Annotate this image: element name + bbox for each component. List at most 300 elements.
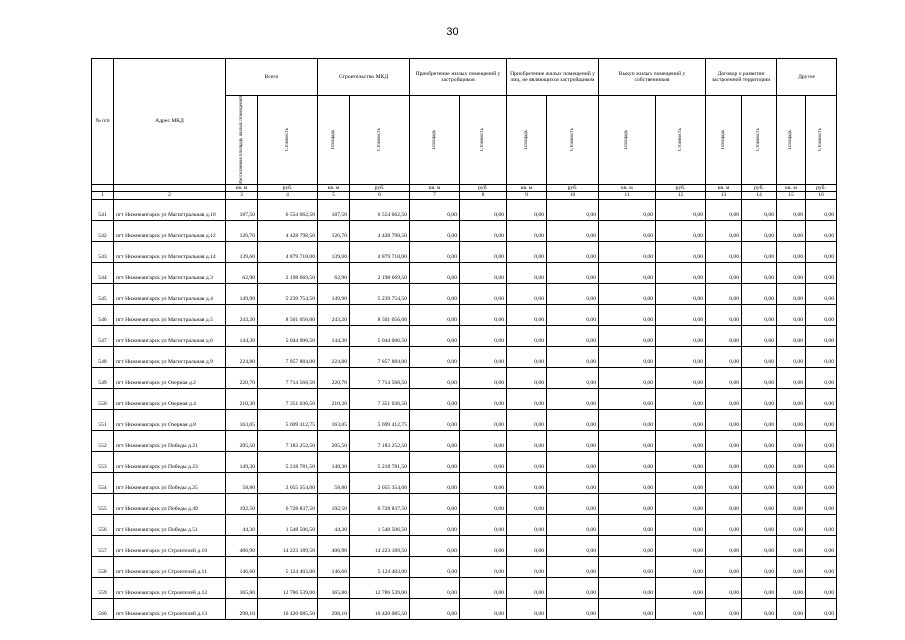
- header-cost: Стоимость: [376, 128, 382, 152]
- table-row: [92, 493, 837, 514]
- column-number-cell: 3: [226, 192, 258, 200]
- row-total-cost: 5 044 006,50: [258, 325, 318, 346]
- row-construction-cost: 8 501 056,00: [350, 304, 410, 325]
- row-zero-value: 0,00: [806, 598, 837, 619]
- row-zero-value: 0,00: [742, 577, 777, 598]
- row-zero-value: 0,00: [507, 220, 547, 241]
- row-zero-value: 0,00: [507, 304, 547, 325]
- row-construction-cost: 5 124 403,00: [350, 556, 410, 577]
- unit-cell: кв. м: [410, 184, 460, 192]
- row-zero-value: 0,00: [547, 598, 599, 619]
- column-number-cell: 10: [547, 192, 599, 200]
- row-zero-value: 0,00: [706, 430, 742, 451]
- row-construction-area: 192,50: [318, 493, 350, 514]
- column-number-cell: 14: [742, 192, 777, 200]
- row-zero-value: 0,00: [460, 535, 507, 556]
- row-zero-value: 0,00: [460, 577, 507, 598]
- row-construction-area: 126,70: [318, 220, 350, 241]
- table-row: [92, 535, 837, 556]
- table-row: [92, 409, 837, 430]
- row-address: пгт Нижнеангарск ул Озерная д.2: [114, 367, 226, 388]
- row-zero-value: 0,00: [547, 304, 599, 325]
- row-zero-value: 0,00: [507, 199, 547, 220]
- row-zero-value: 0,00: [777, 346, 806, 367]
- table-row: [92, 304, 837, 325]
- row-zero-value: 0,00: [656, 262, 706, 283]
- row-zero-value: 0,00: [507, 493, 547, 514]
- row-zero-value: 0,00: [460, 472, 507, 493]
- row-zero-value: 0,00: [806, 409, 837, 430]
- row-zero-value: 0,00: [507, 241, 547, 262]
- row-zero-value: 0,00: [806, 493, 837, 514]
- row-total-cost: 4 879 718,00: [258, 241, 318, 262]
- row-construction-area: 205,50: [318, 430, 350, 451]
- row-zero-value: 0,00: [777, 304, 806, 325]
- row-construction-cost: 14 223 189,50: [350, 535, 410, 556]
- row-total-area: 243,20: [226, 304, 258, 325]
- table-row: [92, 577, 837, 598]
- row-zero-value: 0,00: [806, 577, 837, 598]
- unit-cell: руб.: [547, 184, 599, 192]
- row-zero-value: 0,00: [656, 577, 706, 598]
- column-number-cell: 4: [258, 192, 318, 200]
- row-zero-value: 0,00: [806, 304, 837, 325]
- row-zero-value: 0,00: [777, 388, 806, 409]
- row-zero-value: 0,00: [599, 325, 656, 346]
- row-zero-value: 0,00: [777, 472, 806, 493]
- row-zero-value: 0,00: [460, 409, 507, 430]
- row-zero-value: 0,00: [706, 493, 742, 514]
- row-zero-value: 0,00: [599, 199, 656, 220]
- row-number: 553: [92, 451, 114, 472]
- row-zero-value: 0,00: [656, 598, 706, 619]
- header-area: Площадь: [788, 130, 794, 150]
- row-zero-value: 0,00: [547, 556, 599, 577]
- row-address: пгт Нижнеангарск ул Строителей д.13: [114, 598, 226, 619]
- row-zero-value: 0,00: [777, 220, 806, 241]
- row-number: 545: [92, 283, 114, 304]
- unit-cell: кв. м: [507, 184, 547, 192]
- row-zero-value: 0,00: [410, 325, 460, 346]
- row-zero-value: 0,00: [742, 514, 777, 535]
- header-cost: Стоимость: [480, 128, 485, 152]
- row-zero-value: 0,00: [777, 514, 806, 535]
- row-construction-area: 243,20: [318, 304, 350, 325]
- row-zero-value: 0,00: [706, 241, 742, 262]
- row-zero-value: 0,00: [410, 241, 460, 262]
- row-construction-area: 58,80: [318, 472, 350, 493]
- row-zero-value: 0,00: [706, 283, 742, 304]
- row-number: 551: [92, 409, 114, 430]
- row-zero-value: 0,00: [507, 451, 547, 472]
- row-zero-value: 0,00: [806, 220, 837, 241]
- row-zero-value: 0,00: [656, 325, 706, 346]
- header-group-construction: Строительство МКД: [318, 59, 410, 96]
- row-zero-value: 0,00: [547, 430, 599, 451]
- column-number-cell: 13: [706, 192, 742, 200]
- row-total-cost: 10 420 085,50: [258, 598, 318, 619]
- row-construction-cost: 7 714 568,50: [350, 367, 410, 388]
- row-construction-cost: 5 044 006,50: [350, 325, 410, 346]
- row-construction-cost: 5 239 754,50: [350, 283, 410, 304]
- row-total-cost: 7 183 252,50: [258, 430, 318, 451]
- row-zero-value: 0,00: [460, 493, 507, 514]
- row-zero-value: 0,00: [547, 409, 599, 430]
- table-row: [92, 325, 837, 346]
- table-row: [92, 262, 837, 283]
- row-zero-value: 0,00: [410, 451, 460, 472]
- row-total-area: 163,05: [226, 409, 258, 430]
- row-zero-value: 0,00: [706, 514, 742, 535]
- row-total-area: 192,50: [226, 493, 258, 514]
- row-zero-value: 0,00: [742, 262, 777, 283]
- row-zero-value: 0,00: [706, 220, 742, 241]
- header-area: Площадь: [431, 130, 437, 150]
- row-zero-value: 0,00: [656, 409, 706, 430]
- row-zero-value: 0,00: [777, 577, 806, 598]
- row-address: пгт Нижнеангарск ул Победы д.25: [114, 472, 226, 493]
- header-area: Площадь: [720, 130, 726, 150]
- table-row: [92, 598, 837, 619]
- relocation-table: [91, 58, 837, 620]
- row-total-area: 146,60: [226, 556, 258, 577]
- table-row: [92, 220, 837, 241]
- row-number: 558: [92, 556, 114, 577]
- row-zero-value: 0,00: [777, 451, 806, 472]
- row-address: пгт Нижнеангарск ул Магистральная д.4: [114, 283, 226, 304]
- row-construction-cost: 2 055 354,00: [350, 472, 410, 493]
- row-total-cost: 2 198 669,50: [258, 262, 318, 283]
- row-zero-value: 0,00: [599, 388, 656, 409]
- row-zero-value: 0,00: [742, 598, 777, 619]
- row-number: 555: [92, 493, 114, 514]
- row-zero-value: 0,00: [410, 283, 460, 304]
- row-construction-area: 163,05: [318, 409, 350, 430]
- row-zero-value: 0,00: [599, 241, 656, 262]
- row-zero-value: 0,00: [656, 241, 706, 262]
- header-group-other: Другое: [777, 59, 837, 96]
- row-number: 547: [92, 325, 114, 346]
- row-zero-value: 0,00: [460, 346, 507, 367]
- row-total-area: 44,30: [226, 514, 258, 535]
- row-zero-value: 0,00: [410, 535, 460, 556]
- row-zero-value: 0,00: [507, 262, 547, 283]
- header-cost: Стоимость: [818, 128, 824, 152]
- column-number-cell: 12: [656, 192, 706, 200]
- row-zero-value: 0,00: [777, 409, 806, 430]
- table-row: [92, 346, 837, 367]
- unit-cell: руб.: [258, 184, 318, 192]
- row-zero-value: 0,00: [656, 367, 706, 388]
- unit-cell: руб.: [742, 184, 777, 192]
- row-construction-area: 62,90: [318, 262, 350, 283]
- header-area: Площадь: [523, 130, 529, 150]
- row-total-cost: 8 501 056,00: [258, 304, 318, 325]
- row-zero-value: 0,00: [460, 220, 507, 241]
- row-zero-value: 0,00: [410, 409, 460, 430]
- row-zero-value: 0,00: [806, 199, 837, 220]
- row-zero-value: 0,00: [656, 556, 706, 577]
- row-total-cost: 5 124 403,00: [258, 556, 318, 577]
- row-zero-value: 0,00: [806, 388, 837, 409]
- row-zero-value: 0,00: [706, 199, 742, 220]
- row-total-area: 187,50: [226, 199, 258, 220]
- row-zero-value: 0,00: [410, 577, 460, 598]
- row-zero-value: 0,00: [547, 367, 599, 388]
- row-construction-cost: 4 879 718,00: [350, 241, 410, 262]
- row-number: 544: [92, 262, 114, 283]
- row-zero-value: 0,00: [547, 199, 599, 220]
- table-row: [92, 367, 837, 388]
- row-total-area: 205,50: [226, 430, 258, 451]
- row-zero-value: 0,00: [599, 535, 656, 556]
- row-zero-value: 0,00: [656, 346, 706, 367]
- table-row: [92, 283, 837, 304]
- row-total-cost: 6 554 062,50: [258, 199, 318, 220]
- row-zero-value: 0,00: [599, 430, 656, 451]
- row-zero-value: 0,00: [599, 283, 656, 304]
- row-zero-value: 0,00: [656, 220, 706, 241]
- row-zero-value: 0,00: [599, 577, 656, 598]
- row-zero-value: 0,00: [742, 367, 777, 388]
- row-construction-cost: 7 857 884,00: [350, 346, 410, 367]
- column-numbers-row: [92, 192, 837, 200]
- row-address: пгт Нижнеангарск ул Магистральная д.12: [114, 220, 226, 241]
- column-number-cell: 2: [114, 192, 226, 200]
- row-total-area: 126,70: [226, 220, 258, 241]
- row-construction-cost: 5 218 781,50: [350, 451, 410, 472]
- row-total-area: 149,30: [226, 451, 258, 472]
- row-number: 549: [92, 367, 114, 388]
- row-construction-area: 224,80: [318, 346, 350, 367]
- row-zero-value: 0,00: [656, 472, 706, 493]
- row-number: 554: [92, 472, 114, 493]
- header-group-development-contract: Договор о развитии застроенной территории: [706, 59, 777, 96]
- row-zero-value: 0,00: [547, 283, 599, 304]
- row-number: 550: [92, 388, 114, 409]
- row-total-cost: 7 351 036,50: [258, 388, 318, 409]
- row-address: пгт Нижнеангарск ул Строителей д.11: [114, 556, 226, 577]
- row-total-area: 58,80: [226, 472, 258, 493]
- row-zero-value: 0,00: [507, 430, 547, 451]
- row-zero-value: 0,00: [806, 367, 837, 388]
- row-zero-value: 0,00: [742, 199, 777, 220]
- row-total-cost: 12 786 539,00: [258, 577, 318, 598]
- row-construction-area: 139,60: [318, 241, 350, 262]
- row-number: 557: [92, 535, 114, 556]
- row-zero-value: 0,00: [777, 199, 806, 220]
- row-zero-value: 0,00: [706, 346, 742, 367]
- row-zero-value: 0,00: [460, 262, 507, 283]
- row-total-area: 298,10: [226, 598, 258, 619]
- row-construction-area: 220,70: [318, 367, 350, 388]
- table-row: [92, 556, 837, 577]
- row-construction-area: 298,10: [318, 598, 350, 619]
- table-row: [92, 472, 837, 493]
- row-zero-value: 0,00: [777, 241, 806, 262]
- row-zero-value: 0,00: [460, 388, 507, 409]
- page-number: 30: [446, 26, 459, 38]
- row-zero-value: 0,00: [410, 220, 460, 241]
- row-address: пгт Нижнеангарск ул Магистральная д.9: [114, 346, 226, 367]
- row-construction-area: 406,90: [318, 535, 350, 556]
- header-area: Площадь: [624, 130, 630, 150]
- row-zero-value: 0,00: [599, 451, 656, 472]
- unit-cell: кв. м: [226, 184, 258, 192]
- row-zero-value: 0,00: [547, 514, 599, 535]
- row-address: пгт Нижнеангарск ул Магистральная д.10: [114, 199, 226, 220]
- row-zero-value: 0,00: [507, 388, 547, 409]
- row-total-area: 144,30: [226, 325, 258, 346]
- row-address: пгт Нижнеангарск ул Магистральная д.14: [114, 241, 226, 262]
- row-zero-value: 0,00: [460, 241, 507, 262]
- column-number-cell: 5: [318, 192, 350, 200]
- row-zero-value: 0,00: [656, 514, 706, 535]
- header-group-total: Всего: [226, 59, 318, 96]
- row-construction-area: 187,50: [318, 199, 350, 220]
- row-zero-value: 0,00: [742, 283, 777, 304]
- row-zero-value: 0,00: [777, 430, 806, 451]
- row-zero-value: 0,00: [742, 430, 777, 451]
- row-total-area: 210,30: [226, 388, 258, 409]
- row-total-cost: 1 548 506,50: [258, 514, 318, 535]
- row-zero-value: 0,00: [777, 598, 806, 619]
- row-zero-value: 0,00: [656, 388, 706, 409]
- row-address: пгт Нижнеангарск ул Строителей д.12: [114, 577, 226, 598]
- row-zero-value: 0,00: [806, 535, 837, 556]
- table-body: [92, 199, 837, 619]
- row-number: 552: [92, 430, 114, 451]
- row-zero-value: 0,00: [742, 556, 777, 577]
- row-zero-value: 0,00: [806, 472, 837, 493]
- row-zero-value: 0,00: [806, 346, 837, 367]
- row-total-cost: 5 239 754,50: [258, 283, 318, 304]
- row-zero-value: 0,00: [599, 493, 656, 514]
- row-zero-value: 0,00: [410, 304, 460, 325]
- row-zero-value: 0,00: [599, 367, 656, 388]
- row-construction-area: 149,90: [318, 283, 350, 304]
- units-row: [92, 184, 837, 192]
- row-zero-value: 0,00: [742, 472, 777, 493]
- row-zero-value: 0,00: [706, 577, 742, 598]
- row-zero-value: 0,00: [547, 451, 599, 472]
- table-row: [92, 388, 837, 409]
- column-number-cell: 6: [350, 192, 410, 200]
- row-zero-value: 0,00: [507, 409, 547, 430]
- row-zero-value: 0,00: [547, 346, 599, 367]
- header-area: Площадь: [330, 130, 336, 150]
- row-address: пгт Нижнеангарск ул Победы д.49: [114, 493, 226, 514]
- row-construction-area: 144,30: [318, 325, 350, 346]
- row-address: пгт Нижнеангарск ул Победы д.23: [114, 451, 226, 472]
- row-zero-value: 0,00: [656, 535, 706, 556]
- row-total-area: 224,80: [226, 346, 258, 367]
- row-address: пгт Нижнеангарск ул Строителей д.10: [114, 535, 226, 556]
- row-construction-cost: 7 183 252,50: [350, 430, 410, 451]
- row-zero-value: 0,00: [777, 556, 806, 577]
- row-zero-value: 0,00: [806, 556, 837, 577]
- row-zero-value: 0,00: [547, 493, 599, 514]
- row-zero-value: 0,00: [460, 514, 507, 535]
- header-cost: Стоимость: [284, 128, 290, 152]
- row-zero-value: 0,00: [742, 241, 777, 262]
- row-zero-value: 0,00: [507, 514, 547, 535]
- row-zero-value: 0,00: [410, 556, 460, 577]
- row-zero-value: 0,00: [706, 472, 742, 493]
- row-zero-value: 0,00: [706, 451, 742, 472]
- row-zero-value: 0,00: [706, 556, 742, 577]
- column-number-cell: 15: [777, 192, 806, 200]
- row-total-cost: 14 223 189,50: [258, 535, 318, 556]
- header-group-developers: Приобретение жилых помещений у застройщиков: [410, 59, 507, 96]
- row-zero-value: 0,00: [806, 325, 837, 346]
- row-total-cost: 5 218 781,50: [258, 451, 318, 472]
- header-cost: Стоимость: [569, 128, 575, 152]
- row-total-cost: 2 055 354,00: [258, 472, 318, 493]
- row-zero-value: 0,00: [599, 409, 656, 430]
- row-zero-value: 0,00: [460, 367, 507, 388]
- unit-cell: [92, 184, 114, 192]
- row-zero-value: 0,00: [656, 430, 706, 451]
- row-zero-value: 0,00: [547, 241, 599, 262]
- row-zero-value: 0,00: [599, 598, 656, 619]
- row-construction-cost: 12 786 539,00: [350, 577, 410, 598]
- row-zero-value: 0,00: [742, 346, 777, 367]
- row-construction-cost: 10 420 085,50: [350, 598, 410, 619]
- row-construction-cost: 7 351 036,50: [350, 388, 410, 409]
- row-zero-value: 0,00: [507, 283, 547, 304]
- header-group-buyout: Выкуп жилых помещений у собственников: [599, 59, 706, 96]
- row-zero-value: 0,00: [706, 598, 742, 619]
- row-construction-area: 44,30: [318, 514, 350, 535]
- row-zero-value: 0,00: [706, 304, 742, 325]
- row-address: пгт Нижнеангарск ул Победы д.21: [114, 430, 226, 451]
- row-zero-value: 0,00: [547, 262, 599, 283]
- row-zero-value: 0,00: [410, 514, 460, 535]
- header-num: № п/п: [92, 59, 114, 185]
- row-total-cost: 7 714 568,50: [258, 367, 318, 388]
- row-zero-value: 0,00: [599, 220, 656, 241]
- row-construction-cost: 4 428 798,50: [350, 220, 410, 241]
- row-zero-value: 0,00: [460, 430, 507, 451]
- unit-cell: [114, 184, 226, 192]
- row-construction-cost: 1 548 506,50: [350, 514, 410, 535]
- row-construction-cost: 2 198 669,50: [350, 262, 410, 283]
- row-construction-area: 146,60: [318, 556, 350, 577]
- row-zero-value: 0,00: [460, 199, 507, 220]
- row-zero-value: 0,00: [706, 325, 742, 346]
- row-zero-value: 0,00: [656, 493, 706, 514]
- row-zero-value: 0,00: [777, 283, 806, 304]
- row-zero-value: 0,00: [599, 262, 656, 283]
- table-row: [92, 514, 837, 535]
- row-zero-value: 0,00: [742, 388, 777, 409]
- table-row: [92, 241, 837, 262]
- row-total-cost: 4 428 798,50: [258, 220, 318, 241]
- row-construction-area: 365,80: [318, 577, 350, 598]
- unit-cell: руб.: [806, 184, 837, 192]
- column-number-cell: 1: [92, 192, 114, 200]
- row-number: 542: [92, 220, 114, 241]
- row-total-area: 149,90: [226, 283, 258, 304]
- row-zero-value: 0,00: [742, 451, 777, 472]
- row-zero-value: 0,00: [410, 346, 460, 367]
- row-zero-value: 0,00: [806, 283, 837, 304]
- row-zero-value: 0,00: [410, 493, 460, 514]
- row-zero-value: 0,00: [507, 556, 547, 577]
- row-zero-value: 0,00: [777, 325, 806, 346]
- row-zero-value: 0,00: [656, 199, 706, 220]
